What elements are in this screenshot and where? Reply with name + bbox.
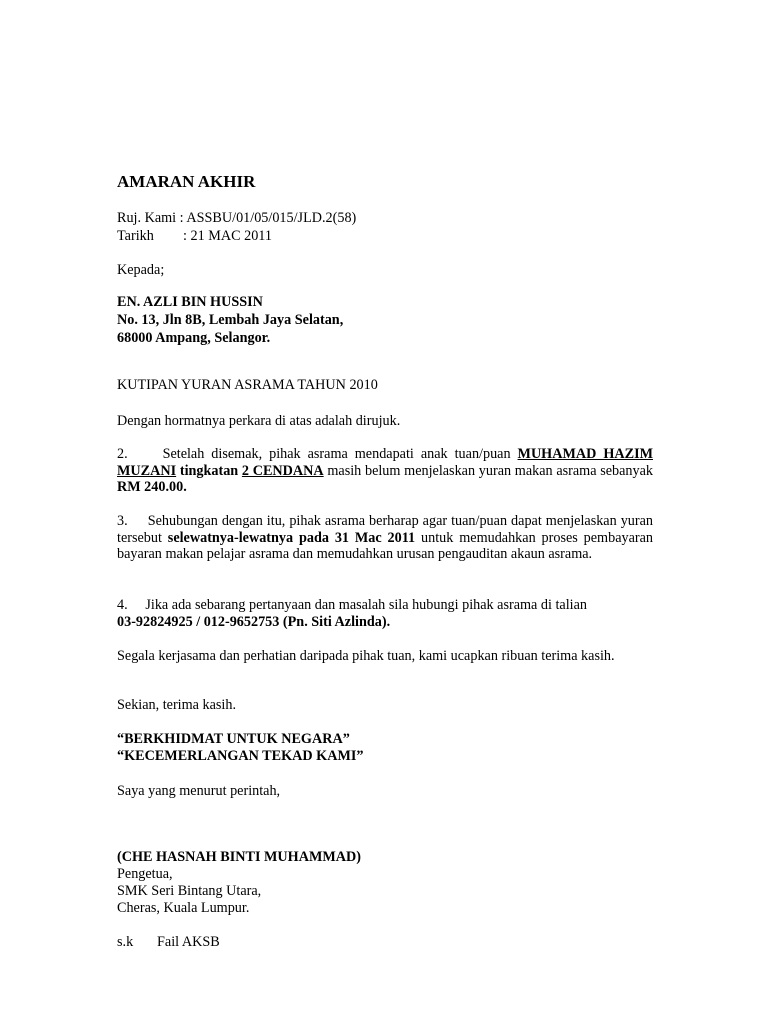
closing-line: Sekian, terima kasih.: [117, 697, 236, 713]
sign-off: Saya yang menurut perintah,: [117, 783, 281, 799]
fee-amount: RM 240.00.: [117, 479, 187, 495]
cc-value: Fail AKSB: [157, 934, 220, 950]
paragraph-2-text-1: Setelah disemak, pihak asrama mendapati anak tuan/puan: [162, 446, 518, 462]
cc-label: s.k: [117, 934, 134, 950]
signatory-position: Pengetua,: [117, 866, 173, 882]
payment-deadline: selewatnya-lewatnya pada 31 Mac 2011: [167, 529, 416, 546]
reference-separator: :: [176, 210, 187, 226]
date-line: [117, 228, 272, 245]
signatory-location: Cheras, Kuala Lumpur.: [117, 900, 250, 916]
motto-line-1: “BERKHIDMAT UNTUK NEGARA”: [117, 731, 350, 747]
reference-number: ASSBU/01/05/015/JLD.2(58): [186, 210, 357, 226]
thanks-paragraph: Segala kerjasama dan perhatian daripada pihak tuan, kami ucapkan ribuan terima kasih.: [117, 648, 615, 664]
recipient-address-line-2: 68000 Ampang, Selangor.: [117, 330, 271, 346]
recipient-address-line-1: No. 13, Jln 8B, Lembah Jaya Selatan,: [117, 312, 344, 328]
paragraph-2-number: 2.: [117, 446, 128, 462]
motto-line-2: “KECEMERLANGAN TEKAD KAMI”: [117, 748, 364, 764]
paragraph-3-number: 3.: [117, 513, 128, 529]
date-label: Tarikh: [117, 228, 154, 244]
paragraph-3-text-1: Sehubungan dengan itu, pihak asrama berharap agar tuan/puan dapat menjelaskan yuran tersebut: [117, 513, 654, 546]
to-label: Kepada;: [117, 262, 165, 278]
date-value: 21 MAC 2011: [190, 228, 272, 244]
signatory-school: SMK Seri Bintang Utara,: [117, 883, 262, 899]
reference-label: Ruj. Kami: [117, 210, 177, 226]
paragraph-4: [117, 597, 587, 614]
date-separator: :: [183, 228, 191, 244]
paragraph-2-text-3: masih belum menjelaskan yuran makan asrama sebanyak: [323, 462, 654, 479]
recipient-name: EN. AZLI BIN HUSSIN: [117, 294, 263, 310]
student-class: 2 CENDANA: [241, 462, 324, 479]
reference-line: [117, 210, 356, 227]
contact-phones: 03-92824925 / 012-9652753 (Pn. Siti Azlinda).: [117, 614, 391, 630]
cc-line: [117, 934, 220, 951]
student-name: MUHAMAD HAZIM MUZANI: [117, 446, 653, 479]
signatory-name: (CHE HASNAH BINTI MUHAMMAD): [117, 849, 361, 865]
paragraph-3-text-2: untuk memudahkan proses pembayaran bayaran makan pelajar asrama dan memudahkan urusan pengauditan akaun asrama.: [117, 529, 653, 562]
opening-paragraph: Dengan hormatnya perkara di atas adalah dirujuk.: [117, 413, 401, 429]
paragraph-2-text-2: tingkatan: [176, 462, 242, 479]
paragraph-3: [117, 513, 653, 563]
paragraph-4-text: Jika ada sebarang pertanyaan dan masalah sila hubungi pihak asrama di talian: [145, 597, 587, 613]
paragraph-4-number: 4.: [117, 597, 128, 613]
paragraph-2: [117, 446, 653, 496]
subject-line: KUTIPAN YURAN ASRAMA TAHUN 2010: [117, 377, 378, 393]
letter-title: AMARAN AKHIR: [117, 172, 256, 191]
